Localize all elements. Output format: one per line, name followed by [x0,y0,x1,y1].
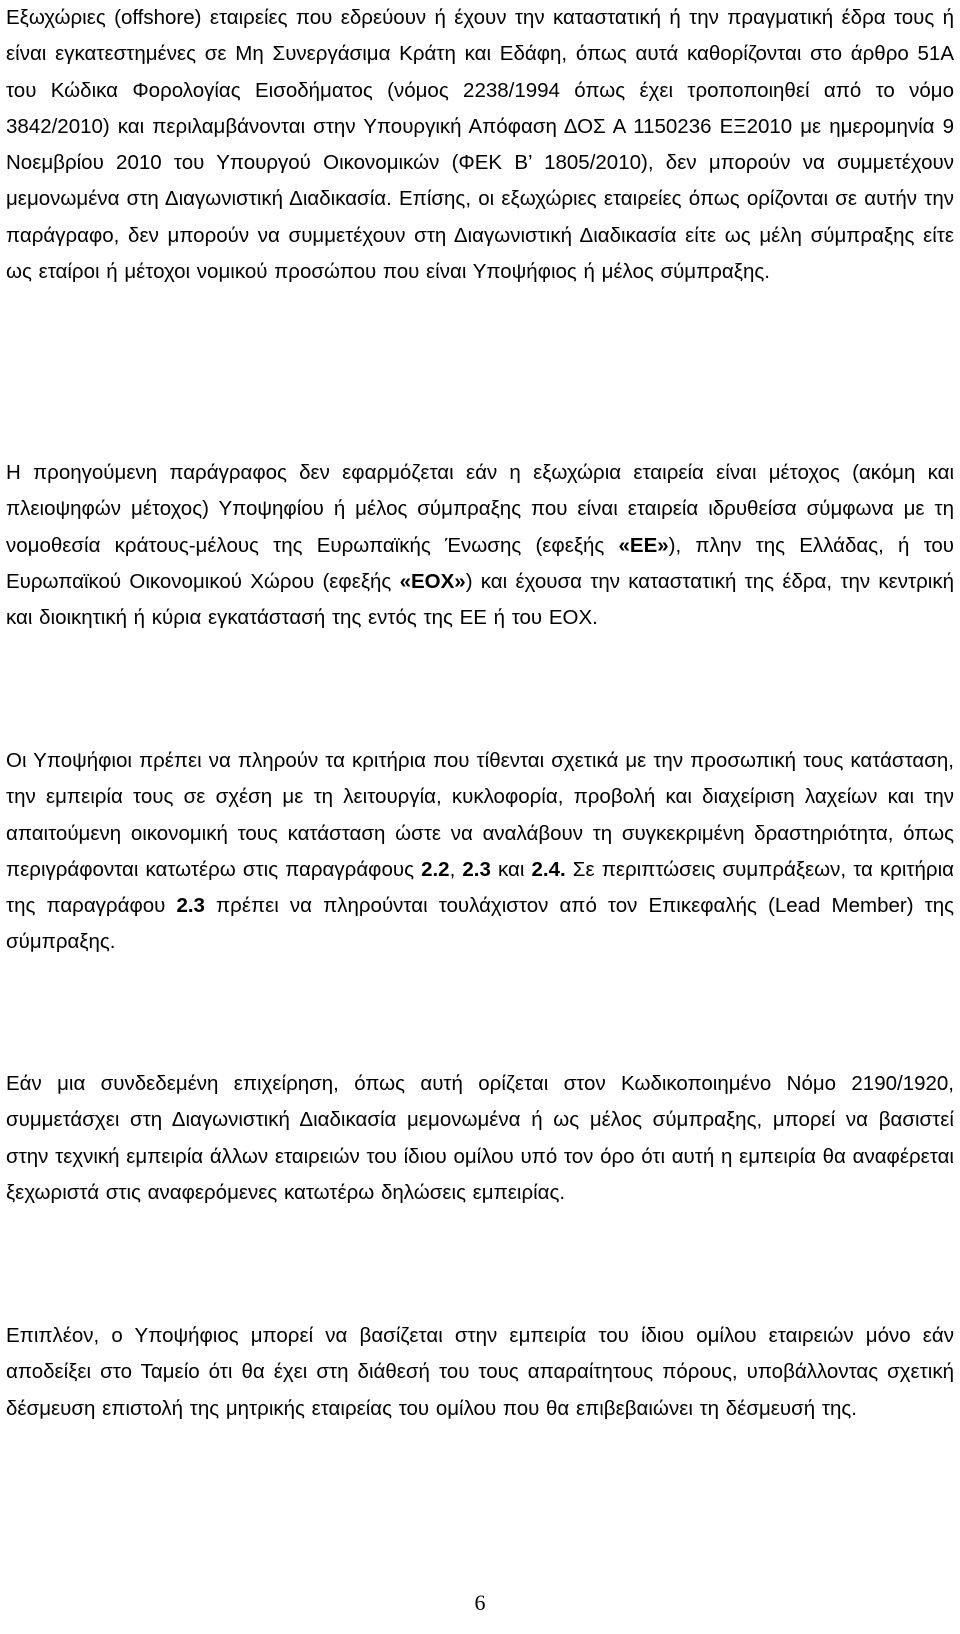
text-run: Εάν μια συνδεδεμένη επιχείρηση, όπως αυτή ορίζεται στον Κωδικοποιημένο Νόμο 2190/1920, συμμετάσχει στη Διαγωνιστική Διαδικασία μεμονωμένα ή ως μέλος σύμπραξης, μπορεί να βασιστεί στην τεχνική εμπειρία άλλων εταιρειών του ίδιου ομίλου υπό τον όρο ότι αυτή η εμπειρία θα αναφέρεται ξεχωριστά στις αναφερόμενες κατωτέρω δηλώσεις εμπειρίας. [6,1072,954,1204]
text-run: ) και έχουσα την καταστατική της έδρα, την κεντρική και διοικητική ή κύρια εγκατάστασή της εντός της ΕΕ ή του ΕΟΧ. [6,569,954,630]
bold-text-run: 2.3 [462,857,491,881]
text-run: ), πλην της Ελλάδας, ή του Ευρωπαϊκού Οικονομικού Χώρου (εφεξής [6,533,955,593]
bold-text-run: 2.3 [176,894,205,918]
text-run: , [449,857,463,881]
text-run: Σε περιπτώσεις συμπράξεων, τα κριτήρια της παραγράφου [6,857,955,918]
bold-text-run: 2.2 [421,857,450,881]
text-run: Εξωχώριες (offshore) εταιρείες που εδρεύουν ή έχουν την καταστατική ή την πραγματική έδρα τους ή είναι εγκατεστημένες σε Μη Συνεργάσιμα Κράτη και Εδάφη, όπως αυτά καθορίζονται στο άρθρο 51Α του Κώδικα Φορολογίας Εισοδήματος (νόμος 2238/1994 όπως έχει τροποποιηθεί από το νόμο 3842/2010) και περιλαμβάνονται στην Υπουργική Απόφαση ΔΟΣ Α 1150236 ΕΞ2010 με ημερομηνία 9 Νοεμβρίου 2010 του Υπουργού Οικονομικών (ΦΕΚ Β’ 1805/2010), δεν μπορούν να συμμετέχουν μεμονωμένα στη Διαγωνιστική Διαδικασία. Επίσης, οι εξωχώριες εταιρείες όπως ορίζονται σε αυτήν την παράγραφο, δεν μπορούν να συμμετέχουν στη Διαγωνιστική Διαδικασία είτε ως μέλη σύμπραξης είτε ως εταίροι ή μέτοχοι νομικού προσώπου που είναι Υποψήφιος ή μέλος σύμπραξης. [6,6,954,284]
bold-text-run: 2.4. [531,857,566,881]
text-run: πρέπει να πληρούνται τουλάχιστον από τον Επικεφαλής (Lead Member) της σύμπραξης. [6,894,955,954]
paragraph-affiliated-company [6,1066,954,1211]
paragraph-candidate-criteria [6,743,954,961]
text-run: Η προηγούμενη παράγραφος δεν εφαρμόζεται εάν η εξωχώρια εταιρεία είναι μέτοχος (ακόμη και πλειοψηφών μέτοχος) Υποψηφίου ή μέλος σύμπραξης που είναι εταιρεία ιδρυθείσα σύμφωνα με τη νομοθεσία κράτους-μέλους της Ευρωπαϊκής Ένωσης (εφεξής [6,461,954,557]
text-run: και [490,857,532,881]
bold-text-run: «ΕΕ» [618,533,669,557]
paragraph-exception [6,455,954,636]
page-number: 6 [474,1590,486,1615]
bold-text-run: «ΕΟΧ» [399,569,466,593]
text-run: Οι Υποψήφιοι πρέπει να πληρούν τα κριτήρια που τίθενται σχετικά με την προσωπική τους κατάσταση, την εμπειρία τους σε σχέση με τη λειτουργία, κυκλοφορία, προβολή και διαχείριση λαχείων και την απαιτούμενη οικονομική τους κατάσταση ώστε να αναλάβουν τη συγκεκριμένη δραστηριότητα, όπως περιγράφονται κατωτέρω στις παραγράφους [6,749,954,881]
text-run: Επιπλέον, ο Υποψήφιος μπορεί να βασίζεται στην εμπειρία του ίδιου ομίλου εταιρειών μόνο εάν αποδείξει στο Ταμείο ότι θα έχει στη διάθεσή του τους απαραίτητους πόρους, υποβάλλοντας σχετική δέσμευση επιστολή της μητρικής εταιρείας του ομίλου που θα επιβεβαιώνει τη δέσμευσή της. [6,1324,954,1420]
paragraph-group-experience [6,1318,954,1427]
paragraph-offshore-companies [6,0,954,290]
